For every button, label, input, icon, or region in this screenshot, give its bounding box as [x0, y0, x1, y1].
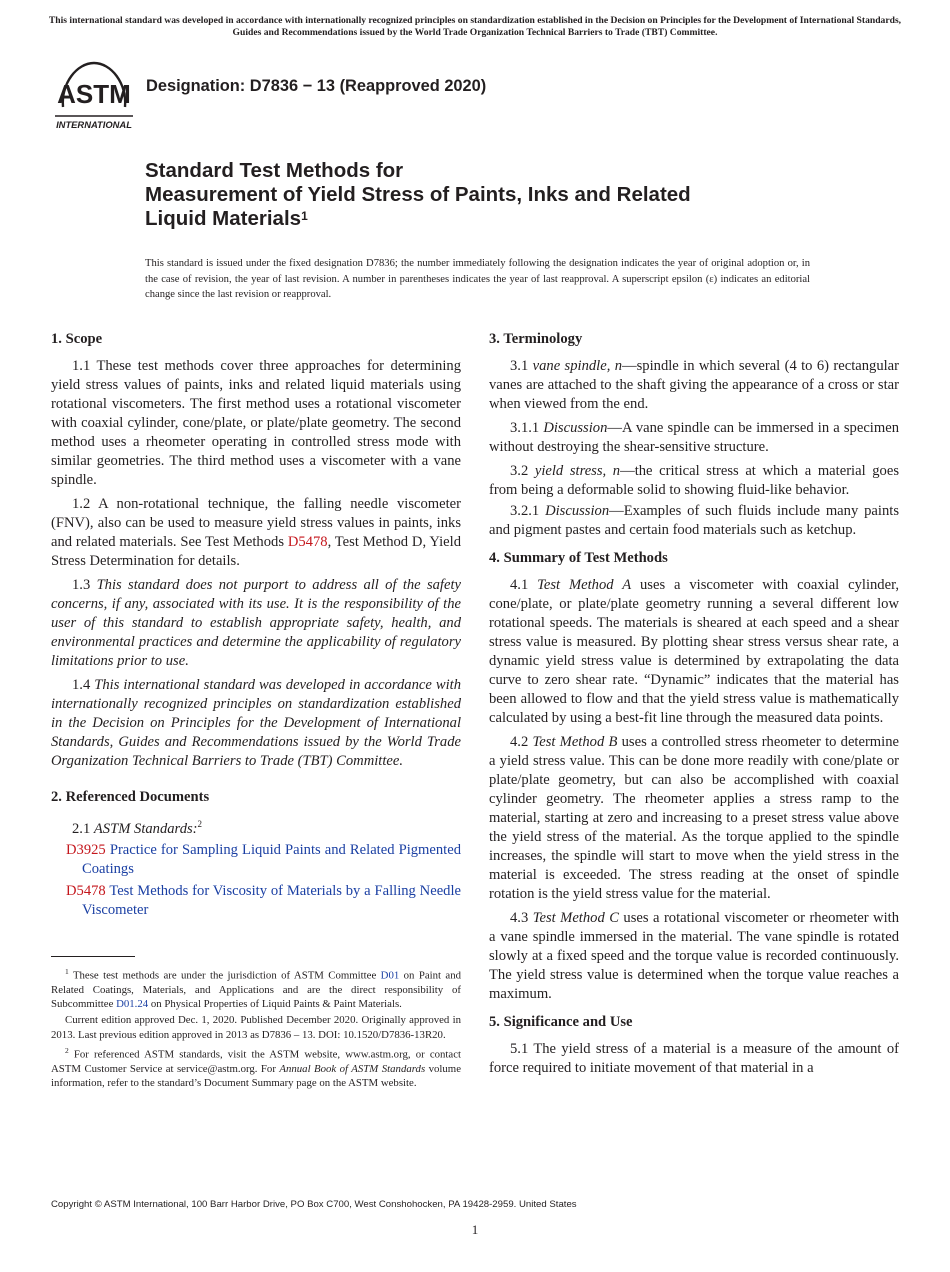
para-3-1: 3.1 vane spindle, n—spindle in which several (4 to 6) rectangular vanes are attached to the shaft giving the appearance of a cross or star when viewed from the end. — [489, 358, 900, 412]
para-3-2-1: 3.2.1 Discussion—Examples of such fluids include many paints and pigment pastes and certain food materials such as ketchup. — [489, 503, 899, 538]
page-number: 1 — [471, 1222, 479, 1237]
document-title — [145, 159, 691, 231]
para-1-2: 1.2 A non-rotational technique, the falling needle viscometer (FNV), also can be used to measure yield stress values in paints, inks and related materials. See Test Methods D5478, Test Method D, Yield Stress Determination for details. — [51, 496, 461, 569]
reference-title: Practice for Sampling Liquid Paints and Related Pigmented Coatings — [82, 841, 462, 877]
para-3-2: 3.2 yield stress, n—the critical stress at which a material goes from being a deformable solid to showing fluid-like behavior. — [489, 463, 900, 498]
reference-code: D3925 — [66, 841, 106, 858]
footnote-2: $^2$ For referenced ASTM standards, visit the ASTM website, www.astm.org, or contact ASTM Customer Service at service@astm.org. For Annual Book of ASTM Standards volume information, refer to the standard’s Document Summary page on the ASTM website. — [51, 1045, 461, 1090]
section-heading-referenced: 2. Referenced Documents — [51, 789, 210, 805]
para-5-1: 5.1 The yield stress of a material is a measure of the amount of force required to initiate movement of that material in a — [489, 1041, 899, 1076]
title-footnote-mark: 1 — [301, 209, 308, 223]
title-line-1: Standard Test Methods for — [145, 159, 404, 182]
para-4-1: 4.1 Test Method A uses a viscometer with coaxial cylinder, cone/plate, or plate/plate geometry running a several different low rotational speeds. The materials is sheared at each speed and a shear stress value is measured. By plotting shear stress versus shear rate, a dynamic yield stress value is determined by extrapolating the data curve to zero shear rate. “Dynamic” indicates that the material has been allowed to flow and that the yield stress value is mathematically calculated by using a best-fit line through the measured data points. — [489, 577, 899, 726]
issued-note: This standard is issued under the fixed designation D7836; the number immediately following the designation indicates the year of original adoption or, in the case of revision, the year of last revision. A number in parentheses indicates the year of last reapproval. A superscript epsilon (ε) indicates an editorial change since the last revision or reapproval. — [145, 258, 810, 300]
edition-note: Current edition approved Dec. 1, 2020. Published December 2020. Originally approved in 2013. Last previous edition approved in 2013 as D7836 – 13. DOI: 10.1520/D7836-13R20. — [51, 1014, 461, 1041]
title-line-3: Liquid Materials$^1$ — [145, 207, 308, 230]
reference-title: Test Methods for Viscosity of Materials by a Falling Needle Viscometer — [82, 882, 462, 918]
para-3-1-1: 3.1.1 Discussion—A vane spindle can be immersed in a specimen without destroying the shear-sensitive structure. — [489, 420, 899, 455]
left-column — [51, 330, 461, 1092]
section-heading-scope: 1. Scope — [51, 331, 103, 347]
link-d01[interactable]: D01 — [380, 969, 400, 982]
section-heading-significance: 5. Significance and Use — [489, 1014, 633, 1030]
astm-logo — [53, 57, 135, 133]
para-1-1: 1.1 These test methods cover three approaches for determining yield stress values of paints, inks and related liquid materials using rotational viscometers. The first method uses a rotational viscometer with coaxial cylinder, cone/plate, or plate/plate geometry. The second method uses a rheometer operating in controlled stress mode with similar geometries. The third method uses a viscometer with a vane spindle. — [51, 358, 461, 488]
para-1-3: 1.3 This standard does not purport to address all of the safety concerns, if any, associated with its use. It is the responsibility of the user of this standard to establish appropriate safety, health, and environmental practices and determine the applicability of regulatory limitations prior to use. — [51, 577, 461, 669]
section-heading-summary: 4. Summary of Test Methods — [489, 550, 668, 566]
reference-code: D5478 — [66, 882, 106, 899]
para-1-4: 1.4 This international standard was developed in accordance with internationally recognized principles on standardization established in the Decision on Principles for the Development of International Standards, Guides and Recommendations issued by the World Trade Organization Technical Barriers to Trade (TBT) Committee. — [51, 677, 462, 769]
para-2-1: 2.1 ASTM Standards:$^2$ — [72, 819, 203, 837]
logo-subtext: INTERNATIONAL — [56, 119, 132, 130]
para-4-3: 4.3 Test Method C uses a rotational viscometer or rheometer with a vane spindle immersed in the material. The vane spindle is rotated slowly at a fixed speed and the torque value is recorded continuously. The yield stress value is determined when the torque value reaches a maximum. — [489, 910, 900, 1002]
top-notice: This international standard was developed in accordance with internationally recognized principles on standardization established in the Decision on Principles for the Development of International Standards, Guides and Recommendations issued by the World Trade Organization Technical Barriers to Trade (TBT) Committee. — [48, 15, 902, 38]
footnote-divider — [51, 956, 135, 957]
section-heading-terminology: 3. Terminology — [489, 331, 583, 347]
copyright-line: Copyright © ASTM International, 100 Barr Harbor Drive, PO Box C700, West Conshohocken, PA 19428-2959. United States — [51, 1199, 577, 1210]
link-d5478[interactable]: D5478 — [287, 534, 328, 550]
title-line-2: Measurement of Yield Stress of Paints, Inks and Related — [145, 183, 691, 206]
logo-text: ASTM — [57, 79, 131, 109]
reference-item[interactable] — [51, 882, 461, 920]
right-column — [489, 330, 899, 1083]
reference-item[interactable] — [51, 841, 461, 879]
link-d01-24[interactable]: D01.24 — [116, 998, 149, 1011]
para-4-2: 4.2 Test Method B uses a controlled stress rheometer to determine a yield stress value. This can be done more readily with cone/plate or plate/plate geometry, but can also be accomplished with coaxial cylinder geometry. The rheometer applies a stress ramp to the material, starting at zero and increasing to a preset stress value above the yield stress of the material. As the torque applied to the spindle increases, the spindle will start to move when the yield stress in the material is exceeded. The stress reading at the onset of spindle rotation is the yield stress value for the material. — [489, 734, 899, 902]
designation: Designation: D7836 − 13 (Reapproved 2020) — [146, 77, 487, 95]
footnote-1: $^1$ These test methods are under the jurisdiction of ASTM Committee D01 on Paint and Related Coatings, Materials, and Applications and are the direct responsibility of Subcommittee D01.24 on Physical Properties of Liquid Paints & Paint Materials. — [51, 966, 461, 1011]
